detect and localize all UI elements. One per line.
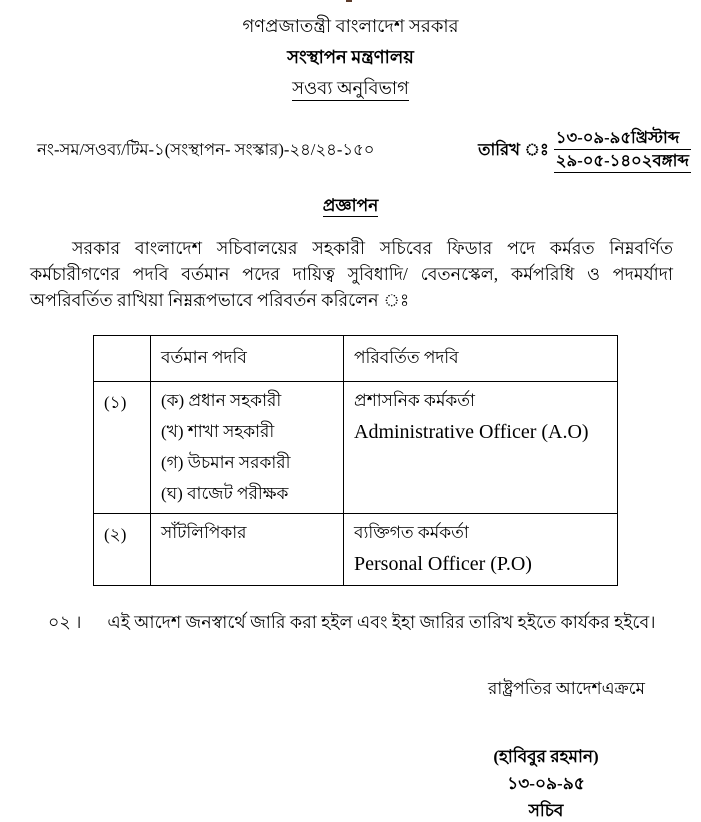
current-item: সাঁটলিপিকার (161, 523, 247, 542)
changed-designation-bn: ব্যক্তিগত কর্মকর্তা (354, 523, 469, 542)
changed-designation-en: Personal Officer (P.O) (354, 553, 532, 575)
current-item: (ঘ) বাজেট পরীক্ষক (161, 484, 289, 503)
header-serial-cell (94, 336, 151, 382)
signature-block (461, 746, 631, 822)
clause-02 (48, 610, 681, 634)
letterhead (0, 0, 701, 101)
header-changed-designation: পরিবর্তিত পদবি (344, 336, 618, 382)
row1-current-designations (151, 382, 344, 514)
changed-designation-en: Administrative Officer (A.O) (354, 421, 589, 443)
date-bengali: ২৯-০৫-১৪০২বঙ্গাব্দ (554, 150, 691, 173)
table-row (94, 382, 618, 514)
table-row (94, 514, 618, 586)
document-title (0, 193, 701, 221)
header-current-designation: বর্তমান পদবি (151, 336, 344, 382)
reference-row (37, 127, 691, 173)
current-item: (খ) শাখা সহকারী (161, 422, 275, 441)
top-crop-mark (346, 0, 352, 2)
row2-changed-designation (344, 514, 618, 586)
order-by-line: রাষ্ট্রপতির আদেশএক্রমে (488, 679, 645, 698)
changed-designation-bn: প্রশাসনিক কর্মকর্তা (354, 391, 475, 410)
signature-date: ১৩-০৯-৯৫ (507, 774, 585, 793)
row1-changed-designation (344, 382, 618, 514)
body-paragraph: সরকার বাংলাদেশ সচিবালয়ের সহকারী সচিবের ফিডার পদে কর্মরত নিম্নবর্ণিত কর্মচারীগণের পদবি বর্তমান পদের দায়িত্ব সুবিধাদি/ বেতনস্কেল, কর্মপরিধি ও পদমর্যাদা অপরিবর্তিত রাখিয়া নিম্নরূপভাবে পরিবর্তন করিলেন ঃ (30, 238, 673, 310)
row2-current-designations (151, 514, 344, 586)
table-header-row (94, 336, 618, 382)
clause-number: ০২ । (48, 612, 82, 632)
clause-text: এই আদেশ জনস্বার্থে জারি করা হইল এবং ইহা জারির তারিখ হইতে কার্যকর হইবে। (107, 612, 656, 632)
memo-number: নং-সম/সওব্য/টিম-১(সংস্থাপন- সংস্কার)-২৪/২৪-১৫০ (37, 139, 375, 159)
date-gregorian: ১৩-০৯-৯৫খ্রিস্টাব্দ (554, 127, 691, 150)
division-name: সওব্য অনুবিভাগ (292, 78, 409, 101)
government-name: গণপ্রজাতন্ত্রী বাংলাদেশ সরকার (242, 16, 459, 36)
row1-serial: (১) (94, 382, 151, 514)
ministry-name: সংস্থাপন মন্ত্রণালয় (287, 47, 414, 67)
document-title-text: প্রজ্ঞাপন (322, 196, 379, 215)
row2-serial: (২) (94, 514, 151, 586)
date-stack (554, 127, 691, 173)
designation-table (93, 335, 618, 586)
current-item: (ক) প্রধান সহকারী (161, 391, 282, 410)
signatory-name: (হাবিবুর রহমান) (493, 747, 599, 766)
signatory-designation: সচিব (528, 801, 564, 820)
current-item: (গ) উচমান সরকারী (161, 453, 291, 472)
date-label: তারিখ ঃ (478, 139, 549, 159)
date-block (478, 127, 691, 173)
